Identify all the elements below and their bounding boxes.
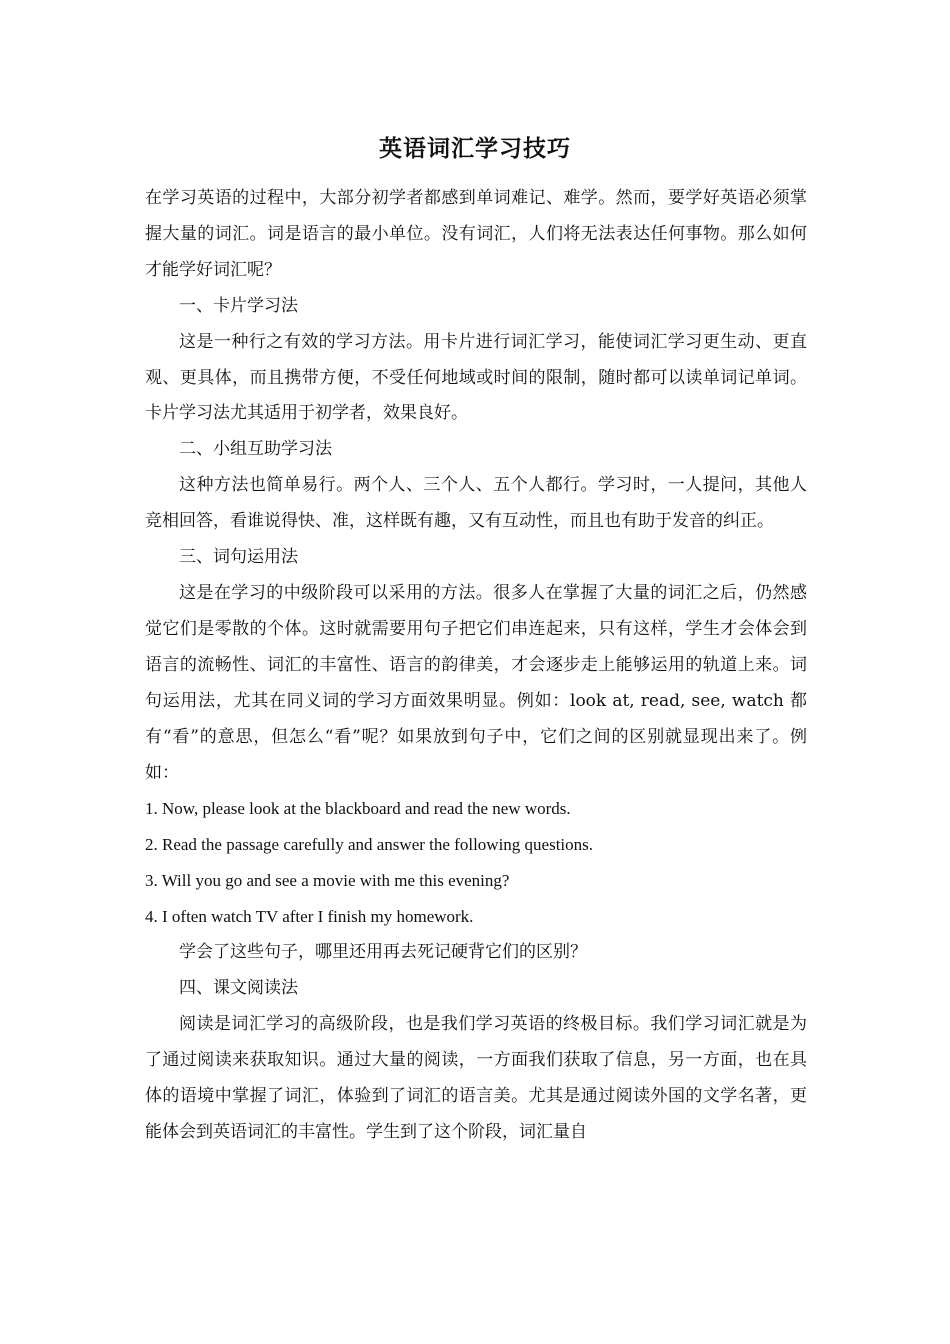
example-sentence: 4. I often watch TV after I finish my homework. (145, 907, 474, 927)
section-heading-reading: 四、课文阅读法 (179, 977, 298, 998)
section-body-group: 这种方法也简单易行。两个人、三个人、五个人都行。学习时，一人提问，其他人竞相回答，看谁说得快、准，这样既有趣，又有互动性，而且也有助于发音的纠正。 (145, 475, 807, 532)
example-sentence: 2. Read the passage carefully and answer the following questions. (145, 835, 594, 855)
section-heading-sentences: 三、词句运用法 (179, 547, 298, 568)
section-heading-cards: 一、卡片学习法 (179, 295, 298, 316)
intro-paragraph: 在学习英语的过程中，大部分初学者都感到单词难记、难学。然而，要学好英语必须掌握大量的词汇。词是语言的最小单位。没有词汇，人们将无法表达任何事物。那么如何才能学好词汇呢？ (145, 188, 807, 280)
section-body-sentences: 这是在学习的中级阶段可以采用的方法。很多人在掌握了大量的词汇之后，仍然感觉它们是零散的个体。这时就需要用句子把它们串连起来，只有这样，学生才会体会到语言的流畅性、词汇的丰富性、语言的韵律美，才会逐步走上能够运用的轨道上来。词句运用法，尤其在同义词的学习方面效果明显。例如：look at, read, see, watch 都有“看”的意思，但怎么“看”呢？如果放到句子中，它们之间的区别就显现出来了。例如： (145, 582, 807, 783)
document-title: 英语词汇学习技巧 (379, 135, 571, 162)
section-conclusion-sentences: 学会了这些句子，哪里还用再去死记硬背它们的区别？ (179, 942, 587, 963)
section-body-cards: 这是一种行之有效的学习方法。用卡片进行词汇学习，能使词汇学习更生动、更直观、更具体，而且携带方便，不受任何地域或时间的限制，随时都可以读单词记单词。卡片学习法尤其适用于初学者，效果良好。 (145, 331, 807, 424)
example-sentence: 1. Now, please look at the blackboard and read the new words. (145, 799, 571, 819)
section-heading-group: 二、小组互助学习法 (179, 439, 332, 460)
section-body-reading: 阅读是词汇学习的高级阶段，也是我们学习英语的终极目标。我们学习词汇就是为了通过阅读来获取知识。通过大量的阅读，一方面我们获取了信息，另一方面，也在具体的语境中掌握了词汇，体验到了词汇的语言美。尤其是通过阅读外国的文学名著，更能体会到英语词汇的丰富性。学生到了这个阶段，词汇量自 (145, 1013, 807, 1142)
example-sentence: 3. Will you go and see a movie with me this evening? (145, 871, 510, 891)
document-body (145, 181, 807, 1150)
